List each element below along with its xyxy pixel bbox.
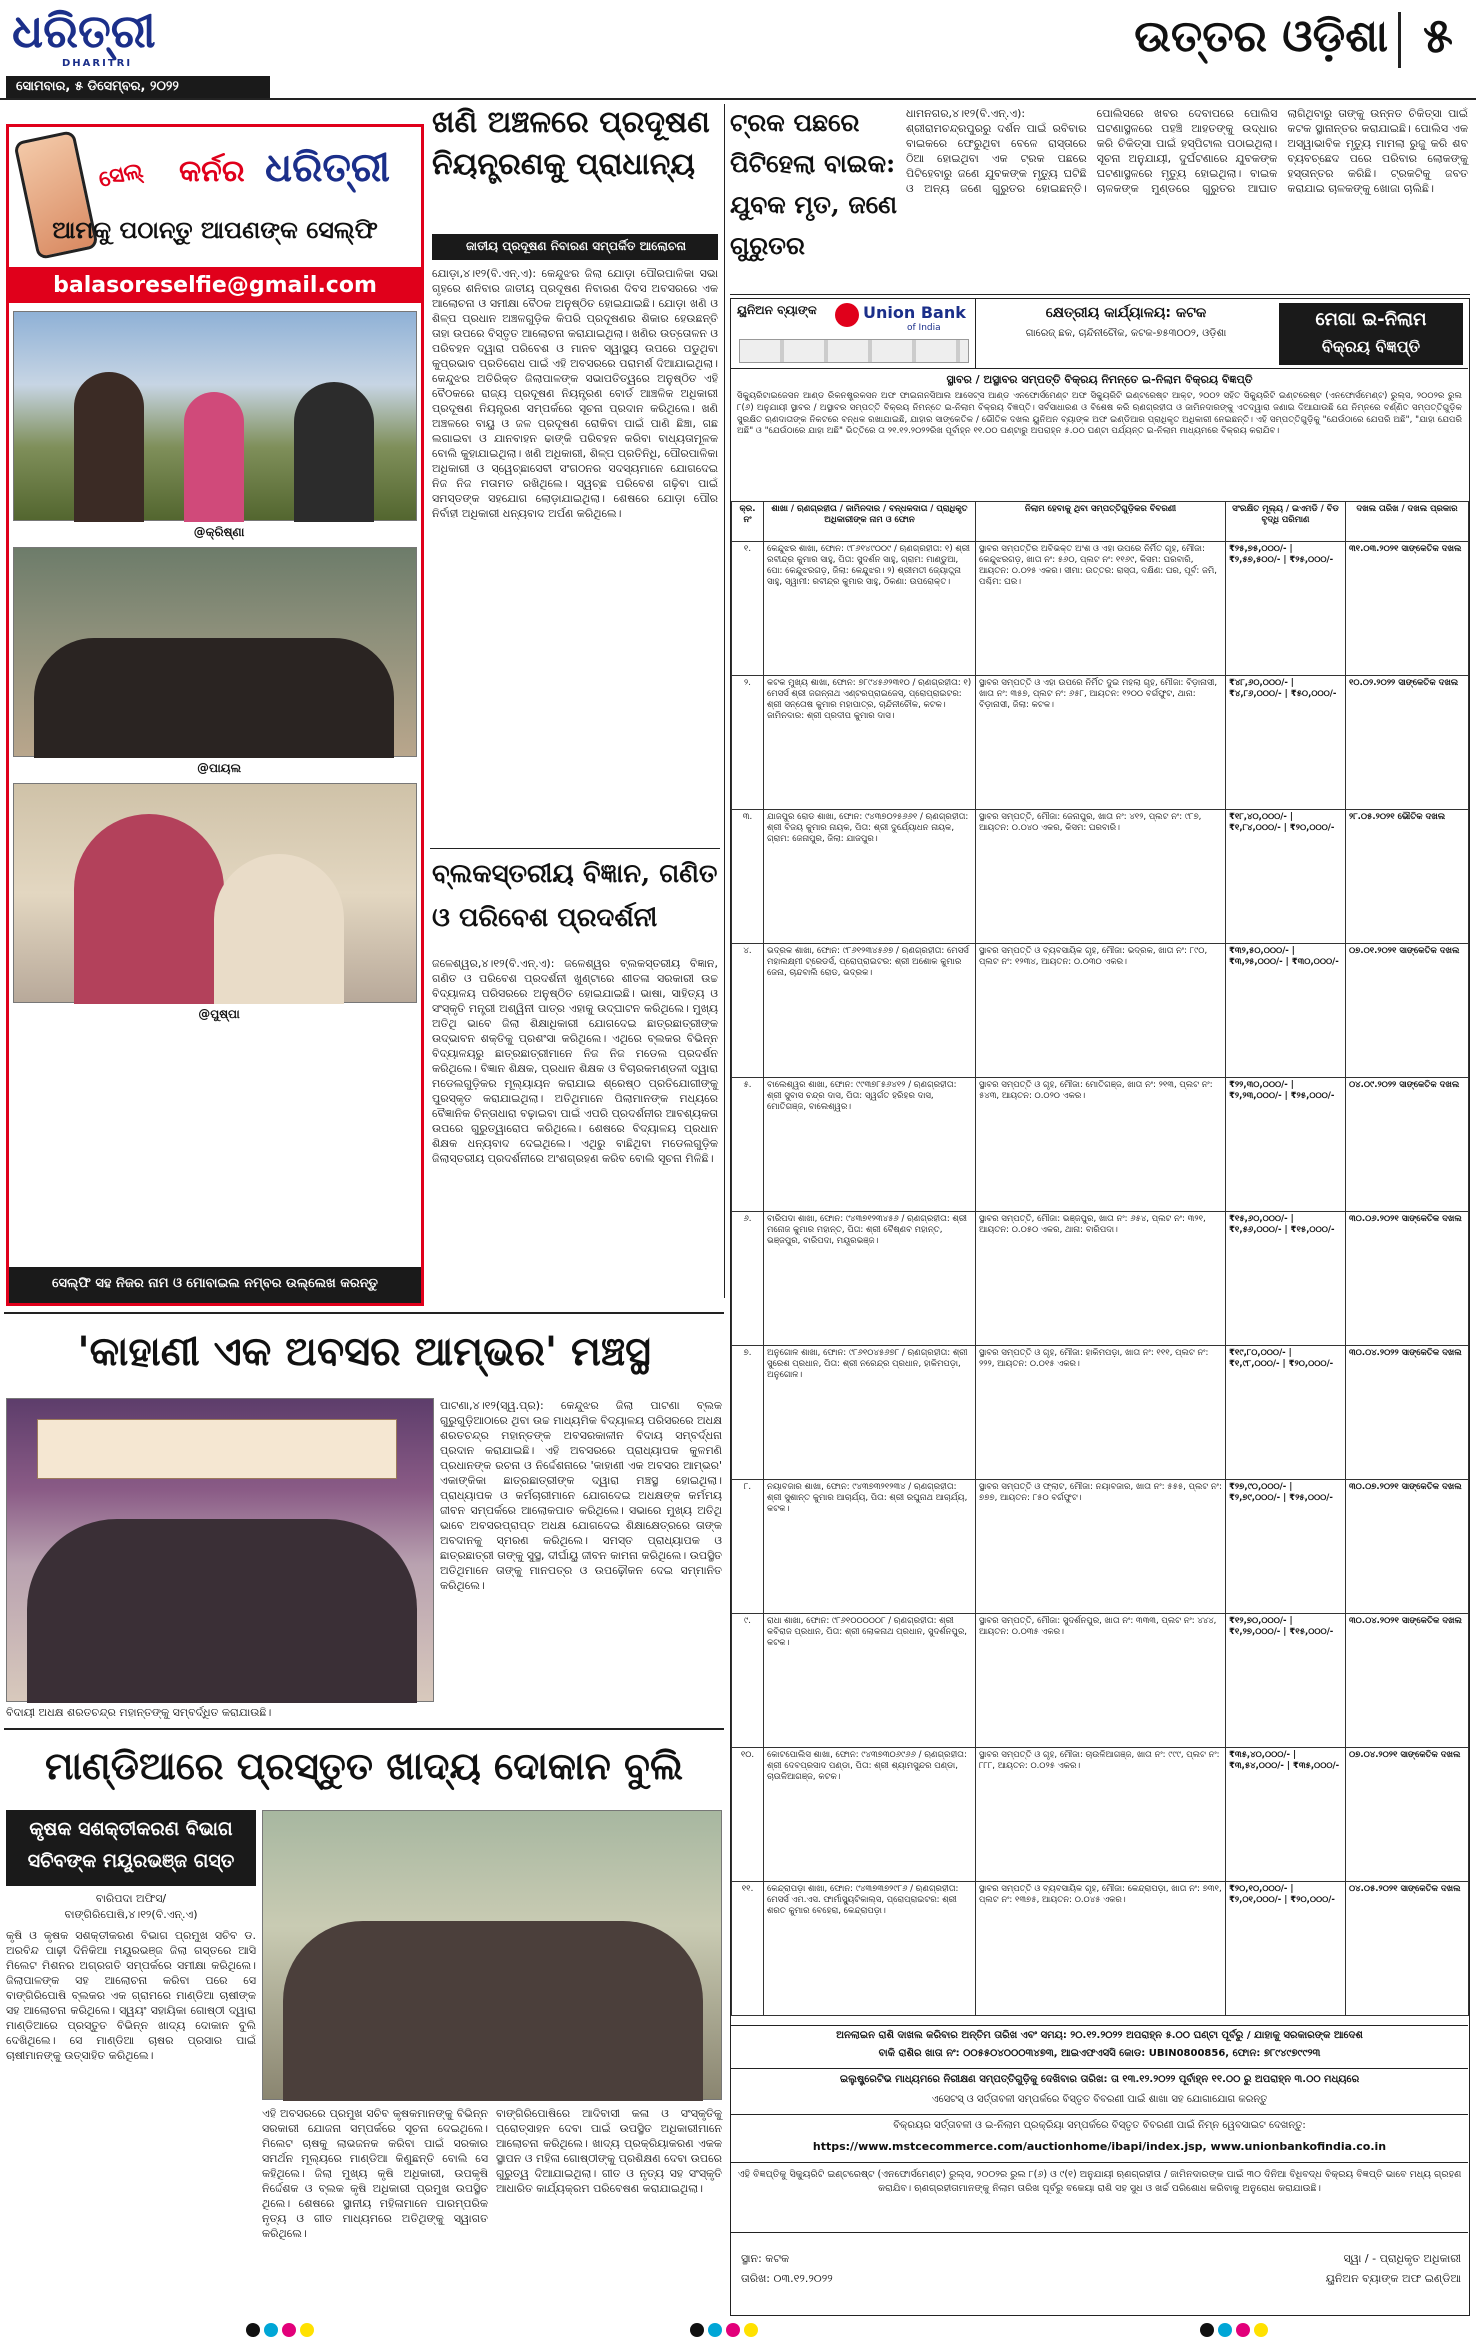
story5-byline-1: ବାରିପଦା ଅଫିସ/ (95, 1892, 167, 1905)
selfie-brand-c: ଧରିତ୍ରୀ (265, 144, 390, 191)
auction-cell-sl: ୧୧. (732, 1882, 764, 2016)
auction-cell-reserve: ₹୩୨,୫୦,୦୦୦/- | ₹୩,୨୫,୦୦୦/- | ₹୩୦,୦୦୦/- (1226, 944, 1346, 1078)
statutory-note: ଏହି ବିଜ୍ଞପ୍ତିକୁ ସିକ୍ୟୁରିଟି ଇଣ୍ଟରେଷ୍ଟ (ଏନଫୋର୍ସମେଣ୍ଟ) ରୁଲ୍ସ, ୨୦୦୨ର ରୁଲ ୮(୬) ଓ ୯(୧) ଅନୁଯାୟୀ ଋଣଗ୍ରହୀତା / ଜାମିନଦାରଙ୍କ ପାଇଁ ୩୦ ଦିନିଆ ବିଧିବଦ୍ଧ ବିକ୍ରୟ ବିଜ୍ଞପ୍ତି ଭାବେ ମଧ୍ୟ ଗ୍ରହଣ କରାଯିବ। ଋଣଗ୍ରହୀତାମାନଙ୍କୁ ନିଲାମ ତାରିଖ ପୂର୍ବରୁ ବକେୟା ରାଶି ସହ ସୁଧ ଓ ଖର୍ଚ୍ଚ ପରିଶୋଧ କରିବାକୁ ଅନୁରୋଧ କରାଯାଉଛି। (737, 2169, 1462, 2194)
person-silhouette (74, 372, 144, 522)
column-divider (724, 104, 725, 1298)
auction-cell-property: ସ୍ଥାବର ସମ୍ପତ୍ତି, ମୌଜା: ସୁଦର୍ଶନପୁର, ଖାତା ନଂ: ୩୩୩, ପ୍ଲଟ ନଂ: ୪୪୪, ଆୟତନ: ୦.୦୩୫ ଏକର। (976, 1614, 1226, 1748)
auction-cell-possession: ୦୪.୦୫.୨୦୨୧ ସାଙ୍କେତିକ ଦଖଲ (1346, 1882, 1469, 2016)
selfie-caption-2: @ପାୟଲ (196, 761, 242, 775)
dateline (6, 76, 270, 98)
selfie-tagline: ଆମକୁ ପଠାନ୍ତୁ ଆପଣଙ୍କ ସେଲ୍ଫି (52, 216, 378, 244)
auction-cell-reserve: ₹୨୦,୧୦,୦୦୦/- | ₹୨,୦୧,୦୦୦/- | ₹୨୦,୦୦୦/- (1226, 1882, 1346, 2016)
auction-cell-sl: ୮. (732, 1480, 764, 1614)
auction-cell-sl: ୬. (732, 1212, 764, 1346)
bank-name-odia: ୟୁନିଅନ ବ୍ୟାଙ୍କ (737, 303, 817, 317)
dateline-text: ସୋମବାର, ୫ ଡିସେମ୍ବର, ୨୦୨୨ (16, 79, 179, 94)
print-registration-bar-middle (690, 2322, 770, 2338)
story2-body: ଧାମନଗର,୪।୧୨(ବି.ଏନ୍.ଏ): ଶ୍ରୀରାମଚନ୍ଦ୍ରପୁରରୁ ଦର୍ଶନ ପାଇଁ ରବିବାର ବାଇକରେ ଫେରୁଥିବା ବେଳେ ରାସ୍ତାରେ ଠିଆ ହୋଇଥିବା ଏକ ଟ୍ରକ ପଛରେ ପିଟିହେବାରୁ ଜଣେ ଯୁବକଙ୍କ ମୃତ୍ୟୁ ଘଟିଛି ଓ ଅନ୍ୟ ଜଣେ ଗୁରୁତର ହୋଇଛନ୍ତି। ପୋଲିସରେ ଖବର ଦେବାପରେ ପୋଲିସ ଘଟଣାସ୍ଥଳରେ ପହଞ୍ଚି ଆହତଙ୍କୁ ଉଦ୍ଧାର କରି ଚିକିତ୍ସା ପାଇଁ ହସ୍ପିଟାଲ ପଠାଇଥିଲା। ସୂଚନା ଅନୁଯାୟୀ, ଦୁର୍ଘଟଣାରେ ଯୁବକଙ୍କ ଘଟଣାସ୍ଥଳରେ ମୃତ୍ୟୁ ହୋଇଥିଲା। ବାଇକ ଚାଳକଙ୍କ ମୁଣ୍ଡରେ ଗୁରୁତର ଆଘାତ ଲାଗିଥିବାରୁ ତାଙ୍କୁ ଉନ୍ନତ ଚିକିତ୍ସା ପାଇଁ କଟକ ସ୍ଥାନାନ୍ତର କରାଯାଇଛି। ପୋଲିସ ଏକ ଅସ୍ୱାଭାବିକ ମୃତ୍ୟୁ ମାମଲା ରୁଜୁ କରି ଶବ ବ୍ୟବଚ୍ଛେଦ ପରେ ପରିବାର ଲୋକଙ୍କୁ ହସ୍ତାନ୍ତର କରିଛି। ଟ୍ରକଟିକୁ ଜବତ କରାଯାଇ ଚାଳକଙ୍କୁ ଖୋଜା ଚାଲିଛି। (906, 107, 1468, 195)
child-silhouette (214, 854, 344, 1004)
place-label: ସ୍ଥାନ: କଟକ (741, 2252, 790, 2265)
bank-sub: of India (907, 323, 941, 333)
office-address: ଗାରେଜ୍ ଛକ, ଚାନ୍ଦିନୀଚୌକ, କଟକ-୭୫୩୦୦୨, ଓଡ଼ିଶା (1025, 328, 1227, 339)
auction-cell-sl: ୧. (732, 542, 764, 676)
auction-cell-party: ଭଦ୍ରକ ଶାଖା, ଫୋନ: ୯୮୬୧୨୩୪୫୬୭ / ଋଣଗ୍ରହୀତା: ମେସର୍ସ ମହାଲକ୍ଷ୍ମୀ ଟ୍ରେଡର୍ସ, ପ୍ରୋପ୍ରାଇଟର: ଶ୍ରୀ ଅଶୋକ କୁମାର ଜେନା, ଚାନ୍ଦବାଲି ରୋଡ, ଭଦ୍ରକ। (764, 944, 976, 1078)
auction-cell-possession: ୦୭.୦୧.୨୦୨୧ ସାଙ୍କେତିକ ଦଖଲ (1346, 944, 1469, 1078)
story5-byline-2: ବାଙ୍ଗିରିପୋଷି,୪।୧୨(ବି.ଏନ୍.ଏ) (64, 1908, 198, 1921)
auction-row (732, 542, 1469, 676)
auction-cell-sl: ୪. (732, 944, 764, 1078)
page-number: ୫ (1423, 8, 1453, 64)
selfie-photo-3 (13, 783, 417, 1003)
selfie-footer: ସେଲ୍ଫି ସହ ନିଜର ନାମ ଓ ମୋବାଇଲ ନମ୍ବର ଉଲ୍ଲେଖ କରନ୍ତୁ (52, 1276, 378, 1291)
story5-box-line2: ସଚିବଙ୍କ ମୟୂରଭଞ୍ଜ ଗସ୍ତ (27, 1850, 235, 1872)
story4-body: ପାଟଣା,୪।୧୨(ସ୍ୱ.ପ୍ର): କେନ୍ଦୁଝର ଜିଲା ପାଟଣା ବ୍ଲକ ଗୁରୁଗୁଡ଼ିଆଠାରେ ଥିବା ଉଚ୍ଚ ମାଧ୍ୟମିକ ବିଦ୍ୟାଳୟ ପରିସରରେ ଅଧକ୍ଷ ଶରତଚନ୍ଦ୍ର ମହାନ୍ତଙ୍କ ଅବସରକାଳୀନ ବିଦାୟ ସମ୍ବର୍ଦ୍ଧନା ପ୍ରଦାନ କରାଯାଇଛି। ଏହି ଅବସରରେ ପ୍ରାଧ୍ୟାପକ କୁଳମଣି ପ୍ରଧାନଙ୍କ ରଚନା ଓ ନିର୍ଦ୍ଦେଶନାରେ 'କାହାଣୀ ଏକ ଅବସର ଆମ୍ଭର' ଏକାଙ୍କିକା ଛାତ୍ରଛାତ୍ରୀଙ୍କ ଦ୍ୱାରା ମଞ୍ଚସ୍ଥ ହୋଇଥିଲା। ପ୍ରାଧ୍ୟାପକ ଓ କର୍ମଚାରୀମାନେ ଯୋଗଦେଇ ଅଧକ୍ଷଙ୍କ କର୍ମମୟ ଜୀବନ ସମ୍ପର୍କରେ ଆଲୋକପାତ କରିଥିଲେ। ସଭାରେ ମୁଖ୍ୟ ଅତିଥି ଭାବେ ଅବସରପ୍ରାପ୍ତ ଅଧକ୍ଷ ଯୋଗଦେଇ ଶିକ୍ଷାକ୍ଷେତ୍ରରେ ତାଙ୍କ ଅବଦାନକୁ ସ୍ମରଣ କରିଥିଲେ। ସମସ୍ତ ପ୍ରାଧ୍ୟାପକ ଓ ଛାତ୍ରଛାତ୍ରୀ ତାଙ୍କୁ ସୁସ୍ଥ, ଦୀର୍ଘାୟୁ ଜୀବନ କାମନା କରିଥିଲେ। ଉପସ୍ଥିତ ଅତିଥିମାନେ ତାଙ୍କୁ ମାନପତ୍ର ଓ ଉପଢ଼ୌକନ ଦେଇ ସମ୍ମାନିତ କରିଥିଲେ। (440, 1399, 722, 1592)
group-silhouette (34, 638, 394, 758)
auction-row (732, 810, 1469, 944)
story4-caption: ବିଦାୟୀ ଅଧକ୍ଷ ଶରତଚନ୍ଦ୍ର ମହାନ୍ତଙ୍କୁ ସମ୍ବର୍ଦ୍ଧିତ କରାଯାଉଛି। (6, 1706, 272, 1719)
story4-headline: 'କାହାଣୀ ଏକ ଅବସର ଆମ୍ଭର' ମଞ୍ଚସ୍ଥ (77, 1328, 651, 1375)
header-cell: ସଂରକ୍ଷିତ ମୂଲ୍ୟ / ଇଏମଡି / ବିଡ ବୃଦ୍ଧି ପରିମାଣ (1226, 502, 1346, 542)
story3-rule-top (430, 848, 720, 849)
header-cell: ଶାଖା / ଋଣଗ୍ରହୀତା / ଜାମିନଦାର / ବନ୍ଧକଦାତା / ପ୍ରାଧିକୃତ ଅଧିକାରୀଙ୍କ ନାମ ଓ ଫୋନ (764, 502, 976, 542)
selfie-header (9, 127, 421, 267)
auction-badge (1279, 303, 1463, 365)
auction-cell-reserve: ₹୨୨,୩୦,୦୦୦/- | ₹୨,୨୩,୦୦୦/- | ₹୨୫,୦୦୦/- (1226, 1078, 1346, 1212)
auction-cell-sl: ୯. (732, 1614, 764, 1748)
person-silhouette (294, 382, 374, 522)
auction-row (732, 1748, 1469, 1882)
section-divider (1398, 12, 1401, 68)
print-registration-bar-left (246, 2322, 326, 2338)
story4-photo (6, 1398, 434, 1702)
auction-cell-possession: ୩୦.୦୪.୨୦୨୨ ସାଙ୍କେତିକ ଦଖଲ (1346, 1346, 1469, 1480)
auction-cell-possession: ୦୪.୦୯.୨୦୨୨ ସାଙ୍କେତିକ ଦଖଲ (1346, 1078, 1469, 1212)
auction-row (732, 1346, 1469, 1480)
office-title: କ୍ଷେତ୍ରୀୟ କାର୍ଯ୍ୟାଳୟ: କଟକ (1045, 305, 1207, 321)
footer-line-4: ଏସେଟସ୍ ଓ ସର୍ତ୍ତାବଳୀ ସମ୍ପର୍କରେ ବିସ୍ତୃତ ବିବରଣୀ ପାଇଁ ଶାଖା ସହ ଯୋଗାଯୋଗ କରନ୍ତୁ (931, 2094, 1268, 2105)
auction-cell-party: ବାଲେଶ୍ୱର ଶାଖା, ଫୋନ: ୯୯୩୭୮୫୬୪୧୨ / ଋଣଗ୍ରହୀତା: ଶ୍ରୀ ସୁବାସ ଚନ୍ଦ୍ର ଦାସ, ପିତା: ସ୍ୱର୍ଗତ ହରିହର ଦାସ, ମୋତିଗଞ୍ଜ, ବାଲେଶ୍ୱର। (764, 1078, 976, 1212)
section-title: ଉତ୍ତର ଓଡ଼ିଶା (1134, 11, 1388, 62)
auction-row (732, 1212, 1469, 1346)
selfie-corner (6, 124, 424, 1306)
header-cell: ନିଲାମ ହେବାକୁ ଥିବା ସମ୍ପତ୍ତିଗୁଡ଼ିକର ବିବରଣୀ (976, 502, 1226, 542)
auction-footer (731, 2025, 1468, 2315)
auction-cell-property: ସ୍ଥାବର ସମ୍ପତ୍ତି, ମୌଜା: ଜେନାପୁର, ଖାତା ନଂ: ୪୧୨, ପ୍ଲଟ ନଂ: ୯୮୭, ଆୟତନ: ୦.୦୪୦ ଏକର, କିସମ: ଘରବାରି। (976, 810, 1226, 944)
auction-row (732, 1614, 1469, 1748)
auction-cell-possession: ୦୭.୦୪.୨୦୨୧ ସାଙ୍କେତିକ ଦଖଲ (1346, 1748, 1469, 1882)
person-silhouette (74, 814, 224, 1004)
auction-cell-sl: ୫. (732, 1078, 764, 1212)
footer-line-2: ବାକି ରାଶିର ଖାତା ନଂ: ୦୦୫୫୦୪୦୦୦୩୪୭୩, ଆଇଏଫଏସସି କୋଡ: UBIN0800856, ଫୋନ: ୭୮୯୪୯୭୯୯୨୩ (878, 2048, 1321, 2059)
auction-cell-party: କଟକ ମୁଖ୍ୟ ଶାଖା, ଫୋନ: ୭୮୯୪୫୬୨୩୧୦ / ଋଣଗ୍ରହୀତା: ୧) ମେସର୍ସ ଶ୍ରୀ ଜଗନ୍ନାଥ ଏଣ୍ଟରପ୍ରାଇଜେସ୍, ପ୍ରୋପ୍ରାଇଟର: ଶ୍ରୀ ସନ୍ତୋଷ କୁମାର ମହାପାତ୍ର, ଚାନ୍ଦିନୀଚୌକ, କଟକ। ଜାମିନଦାର: ଶ୍ରୀ ପ୍ରଦୀପ କୁମାର ଦାସ। (764, 676, 976, 810)
auction-cell-reserve: ₹୧୨,୭୦,୦୦୦/- | ₹୧,୨୭,୦୦୦/- | ₹୧୫,୦୦୦/- (1226, 1614, 1346, 1748)
print-registration-bar-right (1200, 2322, 1280, 2338)
footer-rule (731, 2068, 1468, 2069)
footer-line-3: ଇଲୁଷ୍ଟ୍ରେଟିଭ ମାଧ୍ୟମରେ ନିରୀକ୍ଷଣ ସମ୍ପତ୍ତିଗୁଡ଼ିକୁ ଦେଖିବାର ତାରିଖ: ତା ୧୩.୧୨.୨୦୨୨ ପୂର୍ବାହ୍ନ ୧୧.୦୦ ରୁ ଅପରାହ୍ନ ୩.୦୦ ମଧ୍ୟରେ (839, 2074, 1360, 2085)
auction-cell-party: କୋଟପୋଲିସ ଶାଖା, ଫୋନ: ୯୪୩୭୩୦୬୯୬୬ / ଋଣଗ୍ରହୀତା: ଶ୍ରୀ ଦେବପ୍ରସାଦ ପଣ୍ଡା, ପିତା: ଶ୍ରୀ ଶ୍ୟାମସୁନ୍ଦର ପଣ୍ଡା, ଚାଉଳିଆଗଞ୍ଜ, କଟକ। (764, 1748, 976, 1882)
auction-cell-possession: ୩୦.୦୪.୨୦୨୧ ସାଙ୍କେତିକ ଦଖଲ (1346, 1614, 1469, 1748)
people-silhouette (283, 1921, 703, 2101)
story5-rule-top (4, 1728, 724, 1730)
story2-headline: ଟ୍ରକ ପଛରେ ପିଟିହେଲା ବାଇକ: ଯୁବକ ମୃତ, ଜଣେ ଗୁରୁତର (730, 108, 898, 260)
selfie-photo-1 (13, 311, 417, 521)
story1-headline: ଖଣି ଅଞ୍ଚଳରେ ପ୍ରଦୂଷଣ ନିୟନ୍ତ୍ରଣକୁ ପ୍ରାଧାନ୍ୟ (432, 105, 710, 182)
selfie-email: balasoreselfie@gmail.com (53, 273, 377, 298)
header-cell: ଦଖଲ ତାରିଖ / ଦଖଲ ପ୍ରକାର (1346, 502, 1469, 542)
banner-shape (37, 1419, 397, 1479)
auction-row (732, 676, 1469, 810)
footer-line-1: ଅନଲାଇନ ରାଶି ଦାଖଲ କରିବାର ଅନ୍ତିମ ତାରିଖ ଏବଂ ସମୟ: ୨୦.୧୨.୨୦୨୨ ଅପରାହ୍ନ ୫.୦୦ ଘଣ୍ଟା ପୂର୍ବରୁ / ଯାହାକୁ ସରକାରଙ୍କ ଆଦେଶ (836, 2030, 1363, 2041)
auction-cell-reserve: ₹୪୮,୬୦,୦୦୦/- | ₹୪,୮୬,୦୦୦/- | ₹୫୦,୦୦୦/- (1226, 676, 1346, 810)
auction-cell-property: ସ୍ଥାବର ସମ୍ପତ୍ତି ଓ ଏହା ଉପରେ ନିର୍ମିତ ଦୁଇ ମହଲା ଗୃହ, ମୌଜା: ବିଡ଼ାନାସୀ, ଖାତା ନଂ: ୩୫୭, ପ୍ଲଟ ନଂ: ୬୫୮, ଆୟତନ: ୧୨୦୦ ବର୍ଗଫୁଟ, ଥାନା: ବିଡ଼ାନାସୀ, ଜିଲା: କଟକ। (976, 676, 1226, 810)
auction-cell-possession: ୨୮.୦୫.୨୦୨୧ ଭୌତିକ ଦଖଲ (1346, 810, 1469, 944)
header-cell: କ୍ର. ନଂ (732, 502, 764, 542)
auction-header (731, 299, 1468, 369)
footer-rule (731, 2114, 1468, 2115)
auction-cell-party: କେନ୍ଦୁଝର ଶାଖା, ଫୋନ: ୯୮୬୧୪୯୦୦୯ / ଋଣଗ୍ରହୀତା: ୧) ଶ୍ରୀ ରବୀନ୍ଦ୍ର କୁମାର ସାହୁ, ପିତା: ସୁଦର୍ଶନ ସାହୁ, ଗ୍ରାମ: ମାଣ୍ଡୁଆ, ପୋ: କେନ୍ଦୁଝରଗଡ଼, ଜିଲା: କେନ୍ଦୁଝର। ୨) ଶ୍ରୀମତୀ ଜ୍ୟୋତ୍ସ୍ନା ସାହୁ, ସ୍ୱାମୀ: ରବୀନ୍ଦ୍ର କୁମାର ସାହୁ, ଠିକଣା: ଉପରୋକ୍ତ। (764, 542, 976, 676)
auction-cell-party: ଯାଜପୁର ରୋଡ ଶାଖା, ଫୋନ: ୯୪୩୭୦୨୫୬୬୧ / ଋଣଗ୍ରହୀତା: ଶ୍ରୀ ବିଜୟ କୁମାର ନାୟକ, ପିତା: ଶ୍ରୀ ଦୁର୍ଯ୍ୟୋଧନ ନାୟକ, ଗ୍ରାମ: ଜେନାପୁର, ଜିଲା: ଯାଜପୁର। (764, 810, 976, 944)
auction-row (732, 1480, 1469, 1614)
story2-rule (730, 294, 1470, 295)
story1-subhead (432, 234, 718, 260)
selfie-email-bar (9, 267, 421, 303)
story1-subhead-text: ଜାତୀୟ ପ୍ରଦୂଷଣ ନିବାରଣ ସମ୍ପର୍କିତ ଆଲୋଚନା (465, 239, 687, 253)
story1-body: ଯୋଡ଼ା,୪।୧୨(ବି.ଏନ୍.ଏ): କେନ୍ଦୁଝର ଜିଲା ଯୋଡ଼ା ପୌରପାଳିକା ସଭା ଗୃହରେ ଶନିବାର ଜାତୀୟ ପ୍ରଦୂଷଣ ନିବାରଣ ଦିବସ ଅବସରରେ ଏକ ଆଲୋଚନା ଓ ସମୀକ୍ଷା ବୈଠକ ଅନୁଷ୍ଠିତ ହୋଇଯାଇଛି। ଯୋଡ଼ା ଖଣି ଓ ଶିଳ୍ପ ପ୍ରଧାନ ଅଞ୍ଚଳଗୁଡ଼ିକ କିପରି ପ୍ରଦୂଷଣର ଶିକାର ହେଉଛନ୍ତି ତାହା ଉପରେ ବିସ୍ତୃତ ଆଲୋଚନା କରାଯାଇଥିଲା। ଖଣିର ଉତ୍ତୋଳନ ଓ ପରିବହନ ଦ୍ୱାରା ପରିବେଶ ଓ ମାନବ ସ୍ୱାସ୍ଥ୍ୟ ଉପରେ ପଡୁଥିବା କୁପ୍ରଭାବ ପ୍ରତିରୋଧ ପାଇଁ ଏହି ଅବସରରେ ପରାମର୍ଶ ଦିଆଯାଇଥିଲା। କେନ୍ଦୁଝର ଅତିରିକ୍ତ ଜିଲାପାଳଙ୍କ ସଭାପତିତ୍ୱରେ ଅନୁଷ୍ଠିତ ଏହି ବୈଠକରେ ରାଜ୍ୟ ପ୍ରଦୂଷଣ ନିୟନ୍ତ୍ରଣ ବୋର୍ଡ ଆଞ୍ଚଳିକ ଅଧିକାରୀ ପ୍ରଦୂଷଣ ନିୟନ୍ତ୍ରଣ ସମ୍ପର୍କରେ ସୂଚନା ପ୍ରଦାନ କରିଥିଲେ। ଖଣି ଅଞ୍ଚଳରେ ବାୟୁ ଓ ଜଳ ପ୍ରଦୂଷଣ ରୋକିବା ପାଇଁ ପାଣି ଛିଞ୍ଚା, ଗଛ ଲଗାଇବା ଓ ଯାନବାହନ ଢାଙ୍କି ପରିବହନ କରିବା ବାଧ୍ୟତାମୂଳକ ବୋଲି କୁହାଯାଇଥିଲା। ଖଣି ଅଧିକାରୀ, ଶିଳ୍ପ ପ୍ରତିନିଧି, ପୌରପାଳିକା ଅଧିକାରୀ ଓ ସ୍ୱେଚ୍ଛାସେବୀ ସଂଗଠନର ସଦସ୍ୟମାନେ ଯୋଗଦେଇ ନିଜ ନିଜ ମତାମତ ରଖିଥିଲେ। ସ୍ୱଚ୍ଛ ପରିବେଶ ଗଢ଼ିବା ପାଇଁ ସମସ୍ତଙ୍କ ସହଯୋଗ ଲୋଡ଼ାଯାଇଥିଲା। ଶେଷରେ ଯୋଡ଼ା ପୌର ନିର୍ବାହୀ ଅଧିକାରୀ ଧନ୍ୟବାଦ ଅର୍ପଣ କରିଥିଲେ। (432, 267, 718, 520)
auction-badge-line2: ବିକ୍ରୟ ବିଜ୍ଞପ୍ତି (1321, 337, 1421, 356)
auction-cell-reserve: ₹୨୭,୯୦,୦୦୦/- | ₹୨,୭୯,୦୦୦/- | ₹୨୫,୦୦୦/- (1226, 1480, 1346, 1614)
auction-cell-reserve: ₹୧୯,୮୦,୦୦୦/- | ₹୧,୯୮,୦୦୦/- | ₹୨୦,୦୦୦/- (1226, 1346, 1346, 1480)
footer-rule (731, 2162, 1468, 2163)
auction-cell-sl: ୭. (732, 1346, 764, 1480)
auction-row (732, 1882, 1469, 2016)
auction-cell-property: ସ୍ଥାବର ସମ୍ପତ୍ତି ଓ ବ୍ୟବସାୟିକ ଗୃହ, ମୌଜା: ଭଦ୍ରକ, ଖାତା ନଂ: ୮୯୦, ପ୍ଲଟ ନଂ: ୧୨୩୪, ଆୟତନ: ୦.୦୩୦ ଏକର। (976, 944, 1226, 1078)
bank-name-en: Union Bank (863, 303, 966, 322)
masthead (0, 0, 1476, 100)
auction-cell-sl: ୨. (732, 676, 764, 810)
selfie-footer-bar (9, 1267, 421, 1303)
notice-title: ସ୍ଥାବର / ଅସ୍ଥାବର ସମ୍ପତ୍ତି ବିକ୍ରୟ ନିମନ୍ତେ ଇ-ନିଲାମ ବିକ୍ରୟ ବିଜ୍ଞପ୍ତି (946, 373, 1253, 386)
auction-cell-possession: ୧୦.୦୨.୨୦୨୨ ସାଙ୍କେତିକ ଦଖଲ (1346, 676, 1469, 810)
notice-body: ସିକ୍ୟୁରିଟାଇଜେସନ ଆଣ୍ଡ ରିକନଷ୍ଟ୍ରକସନ ଅଫ ଫାଇନାନସିଆଲ ଆସେଟ୍ସ ଆଣ୍ଡ ଏନଫୋର୍ସମେଣ୍ଟ ଅଫ ସିକ୍ୟୁରିଟି ଇଣ୍ଟରେଷ୍ଟ ଆକ୍ଟ, ୨୦୦୨ ସହିତ ସିକ୍ୟୁରିଟି ଇଣ୍ଟରେଷ୍ଟ (ଏନଫୋର୍ସମେଣ୍ଟ) ରୁଲ୍ସ, ୨୦୦୨ର ରୁଲ ୮(୬) ଅନୁଯାୟୀ ସ୍ଥାବର / ଅସ୍ଥାବର ସମ୍ପତ୍ତି ବିକ୍ରୟ ନିମନ୍ତେ ଇ-ନିଲାମ ବିକ୍ରୟ ବିଜ୍ଞପ୍ତି। ସର୍ବସାଧାରଣ ଓ ବିଶେଷ କରି ଋଣଗ୍ରହୀତା ଓ ଜାମିନଦାରଙ୍କୁ ଏତଦ୍ୱାରା ଜଣାଇ ଦିଆଯାଉଛି ଯେ ନିମ୍ନରେ ବର୍ଣ୍ଣିତ ସମ୍ପତ୍ତିଗୁଡ଼ିକ ସୁରକ୍ଷିତ ଋଣଦାତାଙ୍କ ନିକଟରେ ବନ୍ଧକ ରଖାଯାଇଛି, ଯାହାର ସାଙ୍କେତିକ / ଭୌତିକ ଦଖଲ ୟୁନିଅନ ବ୍ୟାଙ୍କ ଅଫ ଇଣ୍ଡିଆର ପ୍ରାଧିକୃତ ଅଧିକାରୀ ନେଇଛନ୍ତି। ଏହି ସମ୍ପତ୍ତିଗୁଡ଼ିକୁ "ଯେଉଁଠାରେ ଯେପରି ଅଛି", "ଯାହା ଯେପରି ଅଛି" ଓ "ଯେଉଁଠାରେ ଯାହା ଅଛି" ଭିତ୍ତିରେ ତା ୨୧.୧୨.୨୦୨୨ରିଖ ପୂର୍ବାହ୍ନ ୧୧.୦୦ ଘଣ୍ଟାରୁ ଅପରାହ୍ନ ୫.୦୦ ଘଣ୍ଟା ପର୍ଯ୍ୟନ୍ତ ଇ-ନିଲାମ ମାଧ୍ୟମରେ ବିକ୍ରୟ କରାଯିବ। (737, 391, 1462, 437)
auction-cell-party: ରାଧା ଶାଖା, ଫୋନ: ୯୮୬୧୦୦୦୦୦୮ / ଋଣଗ୍ରହୀତା: ଶ୍ରୀ କବିରାଜ ପ୍ରଧାନ, ପିତା: ଶ୍ରୀ ଲୋକନାଥ ପ୍ରଧାନ, ସୁଦର୍ଶନପୁର, କଟକ। (764, 1614, 976, 1748)
masthead-logo: ଧରିତ୍ରୀ (12, 4, 156, 58)
selfie-brand-b: କର୍ନର (179, 154, 245, 189)
auction-website-link[interactable]: https://www.mstcecommerce.com/auctionhome/ibapi/index.jsp, www.unionbankofindia.co.in (812, 2140, 1387, 2153)
header-divider (975, 299, 976, 369)
signatory: ସ୍ୱା / - ପ୍ରାଧିକୃତ ଅଧିକାରୀ (1343, 2252, 1461, 2265)
auction-cell-party: ବାରିପଦା ଶାଖା, ଫୋନ: ୯୪୩୭୧୨୩୪୫୬ / ଋଣଗ୍ରହୀତା: ଶ୍ରୀ ମନୋଜ କୁମାର ମହାନ୍ତ, ପିତା: ଶ୍ରୀ ବୈଷ୍ଣବ ମହାନ୍ତ, ଭଞ୍ଜପୁର, ବାରିପଦା, ମୟୂରଭଞ୍ଜ। (764, 1212, 976, 1346)
masthead-rule (0, 98, 1476, 100)
auction-cell-sl: ୩. (732, 810, 764, 944)
auction-cell-property: ସ୍ଥାବର ସମ୍ପତ୍ତି, ମୌଜା: ଭଞ୍ଜପୁର, ଖାତା ନଂ: ୬୫୪, ପ୍ଲଟ ନଂ: ୩୨୧, ଆୟତନ: ୦.୦୫୦ ଏକର, ଥାନା: ବାରିପଦା। (976, 1212, 1226, 1346)
auction-cell-property: ସ୍ଥାବର ସମ୍ପତ୍ତି ଓ ଗୃହ, ମୌଜା: ମୋତିଗଞ୍ଜ, ଖାତା ନଂ: ୨୧୩, ପ୍ଲଟ ନଂ: ୫୪୩, ଆୟତନ: ୦.୦୨୦ ଏକର। (976, 1078, 1226, 1212)
auction-table (731, 501, 1469, 2016)
auction-badge-line1: ମେଗା ଇ-ନିଲାମ (1315, 309, 1427, 330)
auction-cell-party: ଅନୁଗୋଳ ଶାଖା, ଫୋନ: ୯୮୬୧୦୪୫୬୭୮ / ଋଣଗ୍ରହୀତା: ଶ୍ରୀ ସୁରେଶ ପ୍ରଧାନ, ପିତା: ଶ୍ରୀ ନରେନ୍ଦ୍ର ପ୍ରଧାନ, ହାକିମପଡ଼ା, ଅନୁଗୋଳ। (764, 1346, 976, 1480)
auction-cell-sl: ୧୦. (732, 1748, 764, 1882)
footer-rule (731, 2232, 1468, 2233)
auction-cell-property: ସ୍ଥାବର ସମ୍ପତ୍ତି ଓ ବ୍ୟବସାୟିକ ଗୃହ, ମୌଜା: କେନ୍ଦ୍ରାପଡ଼ା, ଖାତା ନଂ: ୭୩୧, ପ୍ଲଟ ନଂ: ୧୩୭୫, ଆୟତନ: ୦.୦୪୫ ଏକର। (976, 1882, 1226, 2016)
auction-cell-reserve: ₹୧୫,୬୦,୦୦୦/- | ₹୧,୫୬,୦୦୦/- | ₹୧୫,୦୦୦/- (1226, 1212, 1346, 1346)
people-silhouette (27, 1519, 417, 1703)
auction-cell-possession: ୩୦.୦୭.୨୦୨୧ ସାଙ୍କେତିକ ଦଖଲ (1346, 1480, 1469, 1614)
auction-cell-reserve: ₹୩୫,୪୦,୦୦୦/- | ₹୩,୫୪,୦୦୦/- | ₹୩୫,୦୦୦/- (1226, 1748, 1346, 1882)
story5-body-a: କୃଷି ଓ କୃଷକ ସଶକ୍ତୀକରଣ ବିଭାଗ ପ୍ରମୁଖ ସଚିବ ଡ. ଅରବିନ୍ଦ ପାଢ଼ୀ ଦିନିକିଆ ମୟୂରଭଞ୍ଜ ଜିଲା ଗସ୍ତରେ ଆସି ମିଲେଟ ମିଶନର ଅଗ୍ରଗତି ସମ୍ପର୍କରେ ସମୀକ୍ଷା କରିଥିଲେ। ଜିଲାପାଳଙ୍କ ସହ ଆଲୋଚନା କରିବା ପରେ ସେ ବାଙ୍ଗିରିପୋଷି ବ୍ଲକର ଏକ ଗ୍ରାମରେ ମାଣ୍ଡିଆ ଚାଷୀଙ୍କ ସହ ଆଲୋଚନା କରିଥିଲେ। ସ୍ୱୟଂ ସହାୟିକା ଗୋଷ୍ଠୀ ଦ୍ୱାରା ମାଣ୍ଡିଆରେ ପ୍ରସ୍ତୁତ ବିଭିନ୍ନ ଖାଦ୍ୟ ଦୋକାନ ବୁଲି ଦେଖିଥିଲେ। ସେ ମାଣ୍ଡିଆ ଚାଷର ପ୍ରସାର ପାଇଁ ଚାଷୀମାନଙ୍କୁ ଉତ୍ସାହିତ କରିଥିଲେ। (6, 1929, 256, 2062)
masthead-logo-latin: DHARITRI (62, 58, 133, 69)
selfie-brand-a: ସେଲ୍ (96, 157, 146, 193)
auction-cell-possession: ୩୧.୦୩.୨୦୨୧ ସାଙ୍କେତିକ ଦଖଲ (1346, 542, 1469, 676)
auction-cell-reserve: ₹୨୫,୭୫,୦୦୦/- | ₹୨,୫୭,୫୦୦/- | ₹୨୫,୦୦୦/- (1226, 542, 1346, 676)
story5-body-c: ବାଙ୍ଗିରିପୋଷିରେ ଆଦିବାସୀ କଳା ଓ ସଂସ୍କୃତିକୁ ପ୍ରୋତ୍ସାହନ ଦେବା ପାଇଁ ଉପସ୍ଥିତ ଅଧିକାରୀମାନେ ଆଲୋଚନା କରିଥିଲେ। ଖାଦ୍ୟ ପ୍ରକ୍ରିୟାକରଣ ଏକକ ସ୍ଥାପନ ଓ ମହିଳା ଗୋଷ୍ଠୀଙ୍କୁ ପ୍ରଶିକ୍ଷଣ ଦେବା ଉପରେ ଗୁରୁତ୍ୱ ଦିଆଯାଇଥିଲା। ଗୀତ ଓ ନୃତ୍ୟ ସହ ସଂସ୍କୃତି ଆଧାରିତ କାର୍ଯ୍ୟକ୍ରମ ପରିବେଷଣ କରାଯାଇଥିଲା। (496, 2107, 722, 2195)
auction-cell-possession: ୩୦.୦୬.୨୦୨୧ ସାଙ୍କେତିକ ଦଖଲ (1346, 1212, 1469, 1346)
auction-cell-property: ସ୍ଥାବର ସମ୍ପତ୍ତି ଓ ଗୃହ, ମୌଜା: ଚାଉଳିଆଗଞ୍ଜ, ଖାତା ନଂ: ୯୯୯, ପ୍ଲଟ ନଂ: ୮୮୮, ଆୟତନ: ୦.୦୨୫ ଏକର। (976, 1748, 1226, 1882)
selfie-caption-1: @କ୍ରିଷ୍ଣା (193, 525, 245, 539)
story5-box-line1: କୃଷକ ସଶକ୍ତୀକରଣ ବିଭାଗ (29, 1818, 233, 1840)
auction-row (732, 1078, 1469, 1212)
bank-tagline-icon (739, 339, 969, 363)
date-label: ତାରିଖ: ୦୩.୧୨.୨୦୨୨ (741, 2272, 833, 2285)
story3-headline: ବ୍ଲକସ୍ତରୀୟ ବିଜ୍ଞାନ, ଗଣିତ ଓ ପରିବେଶ ପ୍ରଦର୍ଶନୀ (432, 859, 718, 933)
auction-cell-property: ସ୍ଥାବର ସମ୍ପତ୍ତି ଓ ଫ୍ଲାଟ, ମୌଜା: ନୟାବଜାର, ଖାତା ନଂ: ୫୫୫, ପ୍ଲଟ ନଂ: ୭୭୭, ଆୟତନ: ୮୫୦ ବର୍ଗଫୁଟ। (976, 1480, 1226, 1614)
bank-logo-icon (835, 303, 859, 327)
selfie-caption-3: @ପୁଷ୍ପା (198, 1007, 240, 1021)
auction-cell-property: ସ୍ଥାବର ସମ୍ପତ୍ତିର ଅବିଭକ୍ତ ଅଂଶ ଓ ଏହା ଉପରେ ନିର୍ମିତ ଗୃହ, ମୌଜା: କେନ୍ଦୁଝରଗଡ଼, ଖାତା ନଂ: ୫୬୦, ପ୍ଲଟ ନଂ: ୧୧୬୯, କିସମ: ଘରବାରି, ଆୟତନ: ୦.୦୨୫ ଏକର। ସୀମା: ଉତ୍ତର: ରାସ୍ତା, ଦକ୍ଷିଣ: ଘର, ପୂର୍ବ: ଜମି, ପଶ୍ଚିମ: ଘର। (976, 542, 1226, 676)
auction-table-header (732, 502, 1469, 542)
signatory-bank: ୟୁନିଅନ ବ୍ୟାଙ୍କ ଅଫ ଇଣ୍ଡିଆ (1325, 2272, 1461, 2285)
auction-notice (730, 298, 1470, 2316)
auction-cell-party: କେନ୍ଦ୍ରାପଡ଼ା ଶାଖା, ଫୋନ: ୯୪୩୭୩୭୨୯୮୬ / ଋଣଗ୍ରହୀତା: ମେସର୍ସ ଏମ.ଏସ. ଫାର୍ମାସ୍ୟୁଟିକାଲ୍ସ, ପ୍ରୋପ୍ରାଇଟର: ଶ୍ରୀ ଶରତ କୁମାର ବେହେରା, କେନ୍ଦ୍ରାପଡ଼ା। (764, 1882, 976, 2016)
auction-table-body (732, 542, 1469, 2016)
story5-photo (262, 1810, 722, 2100)
story5-headline: ମାଣ୍ଡିଆରେ ପ୍ରସ୍ତୁତ ଖାଦ୍ୟ ଦୋକାନ ବୁଲି (44, 1743, 684, 1788)
story4-rule-top (4, 1312, 724, 1314)
auction-cell-party: ନୟାବଜାର ଶାଖା, ଫୋନ: ୯୪୩୭୩୨୧୨୩୪ / ଋଣଗ୍ରହୀତା: ଶ୍ରୀ ସୁଶାନ୍ତ କୁମାର ଆଚାର୍ଯ୍ୟ, ପିତା: ଶ୍ରୀ ରଘୁନାଥ ଆଚାର୍ଯ୍ୟ, କଟକ। (764, 1480, 976, 1614)
auction-cell-property: ସ୍ଥାବର ସମ୍ପତ୍ତି ଓ ଗୃହ, ମୌଜା: ହାକିମପଡ଼ା, ଖାତା ନଂ: ୧୧୧, ପ୍ଲଟ ନଂ: ୨୨୨, ଆୟତନ: ୦.୦୧୫ ଏକର। (976, 1346, 1226, 1480)
person-silhouette (184, 392, 244, 522)
auction-table-wrap (731, 501, 1468, 2019)
story5-box (6, 1810, 256, 1886)
story5-body-b: ଏହି ଅବସରରେ ପ୍ରମୁଖ ସଚିବ କୃଷକମାନଙ୍କୁ ବିଭିନ୍ନ ସରକାରୀ ଯୋଜନା ସମ୍ପର୍କରେ ସୂଚନା ଦେଇଥିଲେ। ମିଲେଟ ଚାଷକୁ ଲାଭଜନକ କରିବା ପାଇଁ ସରକାର ସମର୍ଥନ ମୂଲ୍ୟରେ ମାଣ୍ଡିଆ କିଣୁଛନ୍ତି ବୋଲି ସେ କହିଥିଲେ। ଜିଲା ମୁଖ୍ୟ କୃଷି ଅଧିକାରୀ, ଉପକୃଷି ନିର୍ଦ୍ଦେଶକ ଓ ବ୍ଲକ କୃଷି ଅଧିକାରୀ ପ୍ରମୁଖ ଉପସ୍ଥିତ ଥିଲେ। ଶେଷରେ ସ୍ଥାନୀୟ ମହିଳାମାନେ ପାରମ୍ପରିକ ନୃତ୍ୟ ଓ ଗୀତ ମାଧ୍ୟମରେ ଅତିଥିଙ୍କୁ ସ୍ୱାଗତ କରିଥିଲେ। (262, 2107, 488, 2240)
auction-row (732, 944, 1469, 1078)
footer-line-5: ବିକ୍ରୟର ସର୍ତ୍ତାବଳୀ ଓ ଇ-ନିଲାମ ପ୍ରକ୍ରିୟା ସମ୍ପର୍କରେ ବିସ୍ତୃତ ବିବରଣୀ ପାଇଁ ନିମ୍ନ ୱେବସାଇଟ ଦେଖନ୍ତୁ: (893, 2120, 1306, 2131)
selfie-photo-2 (13, 547, 417, 757)
auction-cell-reserve: ₹୧୮,୪୦,୦୦୦/- | ₹୧,୮୪,୦୦୦/- | ₹୨୦,୦୦୦/- (1226, 810, 1346, 944)
story3-body: ଜଳେଶ୍ୱର,୪।୧୨(ବି.ଏନ୍.ଏ): ଜଳେଶ୍ୱର ବ୍ଲକସ୍ତରୀୟ ବିଜ୍ଞାନ, ଗଣିତ ଓ ପରିବେଶ ପ୍ରଦର୍ଶନୀ ଖୁଣ୍ଟାରେ ଶୀତଳା ସରକାରୀ ଉଚ୍ଚ ବିଦ୍ୟାଳୟ ପରିସରରେ ଅନୁଷ୍ଠିତ ହୋଇଯାଇଛି। ଭାଷା, ସାହିତ୍ୟ ଓ ସଂସ୍କୃତି ମନ୍ତ୍ରୀ ଅଶ୍ୱିନୀ ପାତ୍ର ଏହାକୁ ଉଦ୍‌ଘାଟନ କରିଥିଲେ। ମୁଖ୍ୟ ଅତିଥି ଭାବେ ଜିଲା ଶିକ୍ଷାଧିକାରୀ ଯୋଗଦେଇ ଛାତ୍ରଛାତ୍ରୀଙ୍କ ଉଦ୍ଭାବନ ଶକ୍ତିକୁ ପ୍ରଶଂସା କରିଥିଲେ। ଏଥିରେ ବ୍ଲକର ବିଭିନ୍ନ ବିଦ୍ୟାଳୟରୁ ଛାତ୍ରଛାତ୍ରୀମାନେ ନିଜ ନିଜ ମଡେଲ ପ୍ରଦର୍ଶନ କରିଥିଲେ। ବିଜ୍ଞାନ ଶିକ୍ଷକ, ପ୍ରଧାନ ଶିକ୍ଷକ ଓ ବିଚାରକମଣ୍ଡଳୀ ଦ୍ୱାରା ମଡେଲଗୁଡ଼ିକର ମୂଲ୍ୟାୟନ କରାଯାଇ ଶ୍ରେଷ୍ଠ ପ୍ରତିଯୋଗୀଙ୍କୁ ପୁରସ୍କୃତ କରାଯାଇଥିଲା। ଅତିଥିମାନେ ପିଲାମାନଙ୍କ ମଧ୍ୟରେ ବୈଜ୍ଞାନିକ ଚିନ୍ତାଧାରା ବଢ଼ାଇବା ପାଇଁ ଏପରି ପ୍ରଦର୍ଶନୀର ଆବଶ୍ୟକତା ଉପରେ ଗୁରୁତ୍ୱାରୋପ କରିଥିଲେ। ଶେଷରେ ବିଦ୍ୟାଳୟ ପ୍ରଧାନ ଶିକ୍ଷକ ଧନ୍ୟବାଦ ଦେଇଥିଲେ। ଏଥିରୁ ବାଛିଥିବା ମଡେଲଗୁଡ଼ିକ ଜିଲାସ୍ତରୀୟ ପ୍ରଦର୍ଶନୀରେ ଅଂଶଗ୍ରହଣ କରିବ ବୋଲି ସୂଚନା ମିଳିଛି। (432, 957, 718, 1165)
